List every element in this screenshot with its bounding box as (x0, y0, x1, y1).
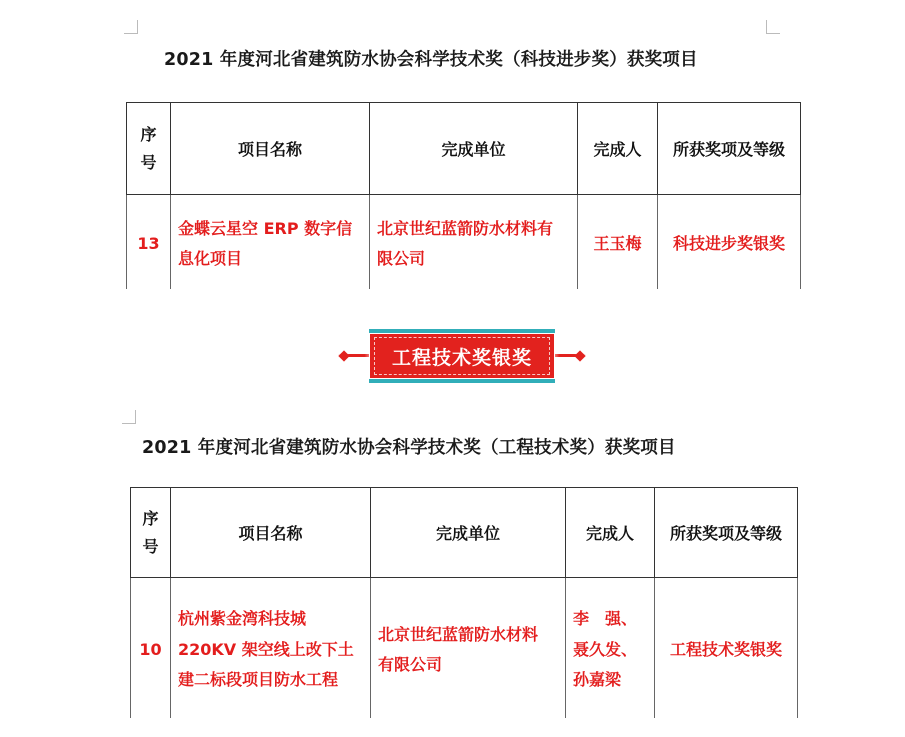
banner-right-diamond (574, 350, 585, 361)
header-unit: 完成单位 (370, 103, 578, 195)
corner-mark (124, 20, 138, 34)
table-header-row (131, 488, 798, 578)
row-seq: 10 (131, 582, 171, 718)
corner-mark (766, 20, 780, 34)
section1-table (126, 102, 801, 289)
header-level: 所获奖项及等级 (655, 488, 798, 578)
section1-title: 2021 年度河北省建筑防水协会科学技术奖（科技进步奖）获奖项目 (164, 50, 698, 70)
row-seq: 13 (127, 199, 171, 289)
header-person: 完成人 (566, 488, 655, 578)
table-row (131, 582, 798, 718)
header-seq: 序 号 (131, 488, 171, 578)
row-level: 工程技术奖银奖 (655, 582, 798, 718)
header-person: 完成人 (578, 103, 658, 195)
banner-silver-award (369, 329, 555, 383)
header-level: 所获奖项及等级 (658, 103, 801, 195)
row-unit: 北京世纪蓝箭防水材料有 限公司 (370, 199, 578, 289)
banner-left-diamond (338, 350, 349, 361)
row-project-name: 金蝶云星空 ERP 数字信 息化项目 (171, 199, 370, 289)
banner-label: 工程技术奖银奖 (391, 346, 532, 369)
table-header-row (127, 103, 801, 195)
header-project-name: 项目名称 (171, 488, 371, 578)
row-project-name: 杭州紫金湾科技城 220KV 架空线上改下土 建二标段项目防水工程 (171, 582, 371, 718)
header-seq: 序 号 (127, 103, 171, 195)
row-person: 李 强、 聂久发、 孙嘉梁 (566, 582, 655, 718)
section2-table (130, 487, 798, 718)
row-unit: 北京世纪蓝箭防水材料 有限公司 (371, 582, 566, 718)
corner-mark (122, 410, 136, 424)
row-person: 王玉梅 (578, 199, 658, 289)
section2-title: 2021 年度河北省建筑防水协会科学技术奖（工程技术奖）获奖项目 (142, 438, 676, 458)
header-project-name: 项目名称 (171, 103, 370, 195)
header-unit: 完成单位 (371, 488, 566, 578)
row-level: 科技进步奖银奖 (658, 199, 801, 289)
banner-inner (374, 337, 550, 375)
table-row (127, 199, 801, 289)
